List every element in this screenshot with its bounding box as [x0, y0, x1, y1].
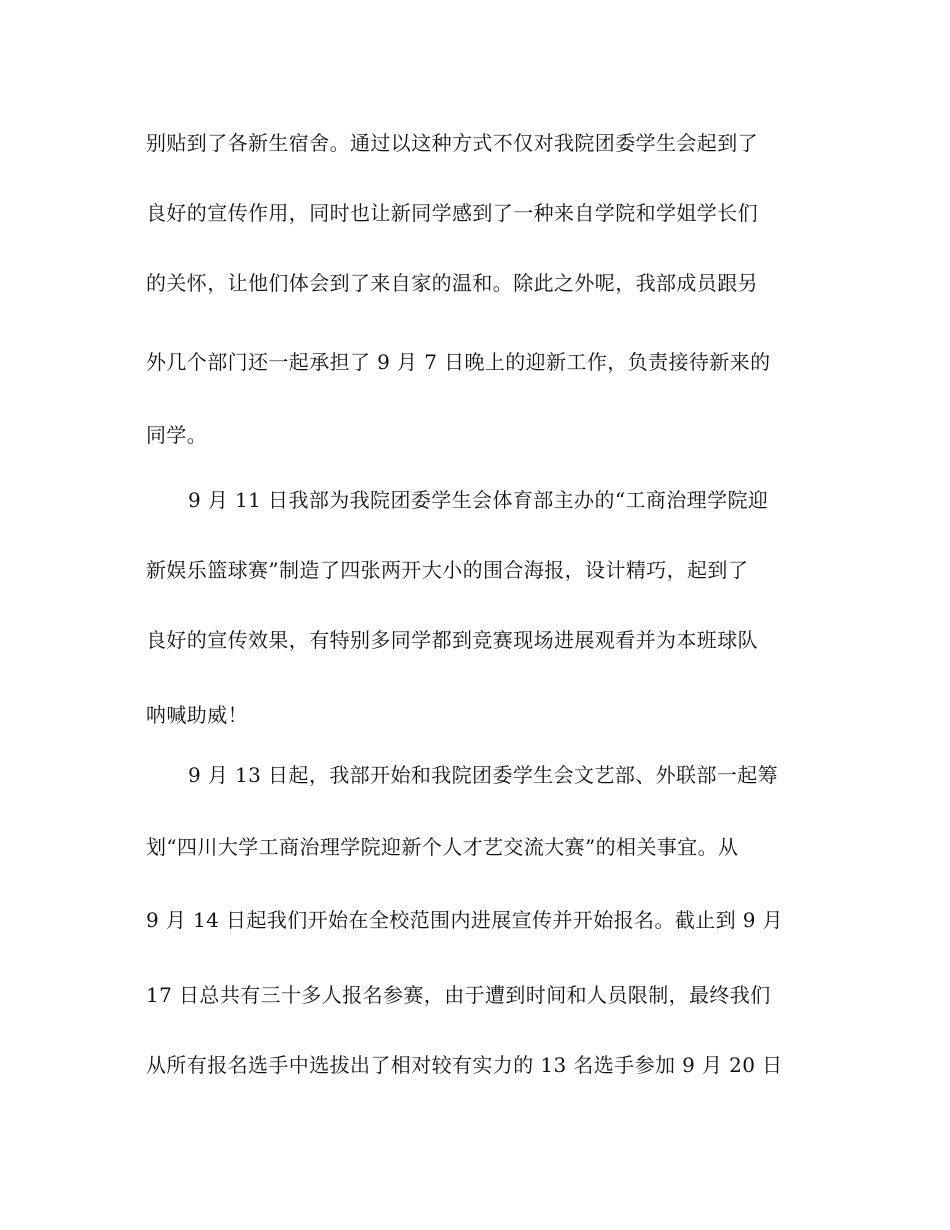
paragraph-first-line: 9 月 11 日我部为我院团委学生会体育部主办的“工商治理学院迎 [188, 488, 769, 512]
text-line: 同学。 [146, 423, 208, 447]
text-line: 外几个部门还一起承担了 9 月 7 日晚上的迎新工作，负责接待新来的 [146, 350, 771, 374]
text-line: 划“四川大学工商治理学院迎新个人才艺交流大赛”的相关事宜。从 [146, 835, 739, 859]
text-line: 从所有报名选手中选拔出了相对较有实力的 13 名选手参加 9 月 20 日 [146, 1053, 783, 1077]
text-line: 别贴到了各新生宿舍。通过以这种方式不仅对我院团委学生会起到了 [146, 131, 758, 155]
text-line: 良好的宣传作用，同时也让新同学感到了一种来自学院和学姐学长们 [146, 201, 758, 225]
paragraph-first-line: 9 月 13 日起，我部开始和我院团委学生会文艺部、外联部一起筹 [188, 763, 779, 787]
text-line: 的关怀，让他们体会到了来自家的温和。除此之外呢，我部成员跟另 [146, 271, 758, 295]
text-line: 17 日总共有三十多人报名参赛，由于遭到时间和人员限制，最终我们 [146, 983, 771, 1007]
text-line: 新娱乐篮球赛”制造了四张两开大小的围合海报，设计精巧，起到了 [146, 558, 749, 582]
text-line: 呐喊助威！ [146, 703, 248, 727]
text-line: 9 月 14 日起我们开始在全校范围内进展宣传并开始报名。截止到 9 月 [146, 908, 784, 932]
text-line: 良好的宣传效果，有特别多同学都到竞赛现场进展观看并为本班球队 [146, 628, 758, 652]
